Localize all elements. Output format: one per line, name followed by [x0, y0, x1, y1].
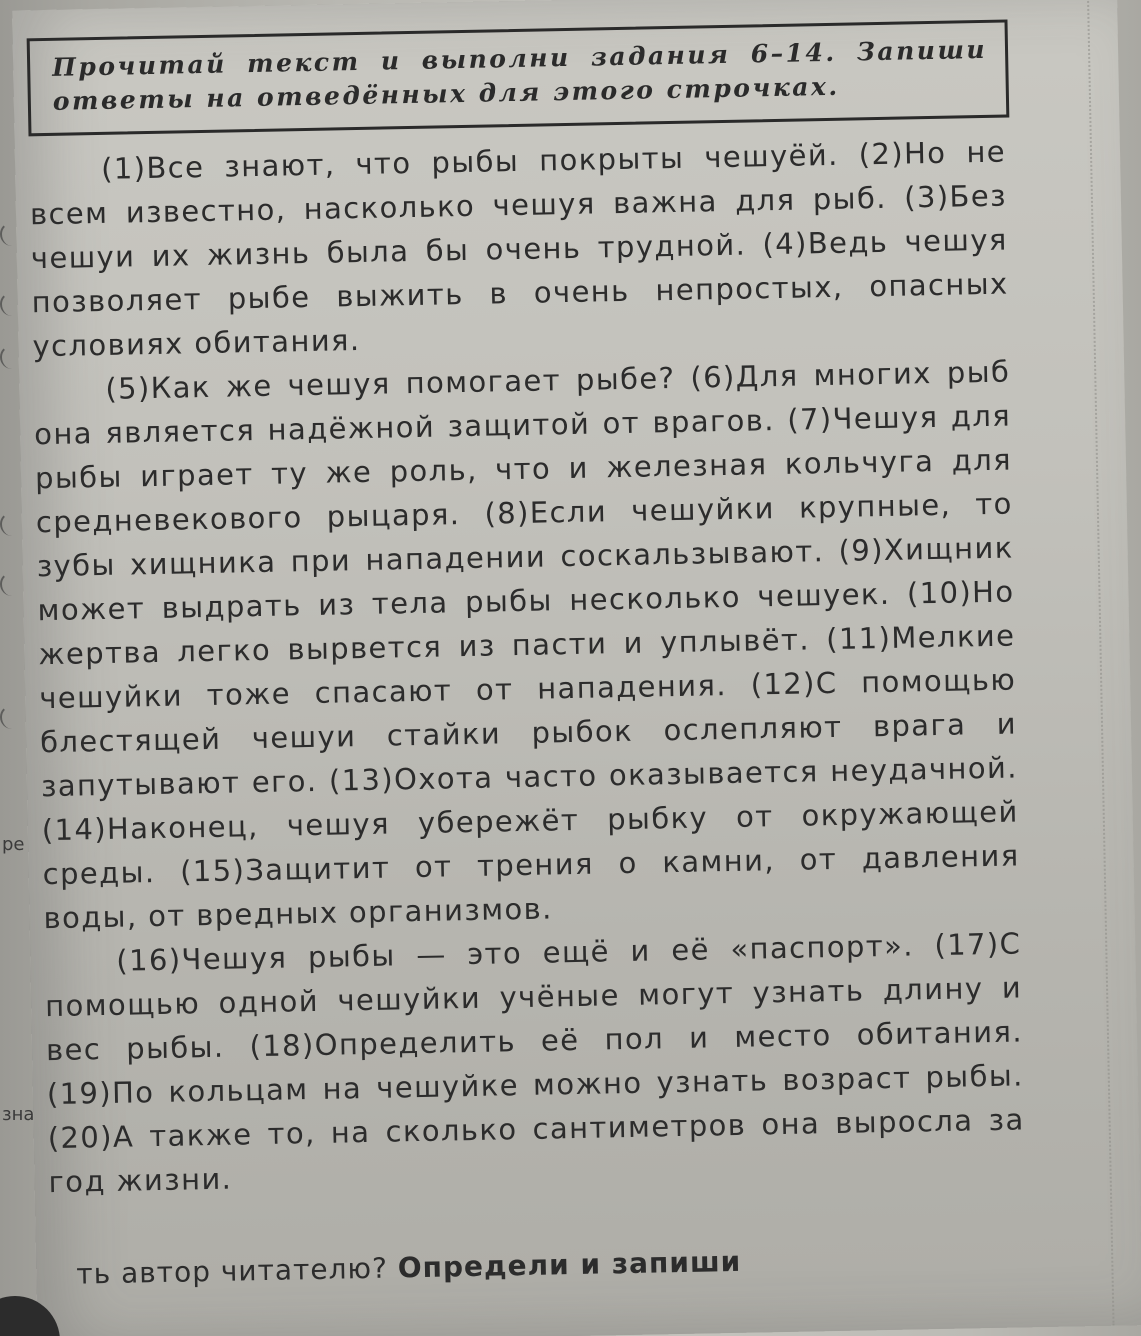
binding-mark: [0, 512, 20, 536]
paragraph-3: (16)Чешуя рыбы — это ещё и её «паспорт». (17)С помощью одной чешуйки учёные могут узнать длину и вес рыбы. (18)Определить её пол и место обитания. (19)По кольцам на чешуйке можно узнать возраст рыбы. (20)А также то, на сколько сантиметров она выросла за год жизни.: [44, 926, 1025, 1200]
task-question: [76, 1237, 1126, 1290]
margin-note-2: зна: [2, 1104, 35, 1125]
task-instruction: Определи и запиши: [397, 1244, 742, 1285]
margin-note-1: ре: [2, 834, 25, 855]
paragraph-2: (5)Как же чешуя помогает рыбе? (6)Для многих рыб она является надёжной защитой от врагов. (7)Чешуя для рыбы играет ту же роль, что и железная кольчуга для средневекового рыцаря. (8)Если чешуйки крупные, то зубы хищника при нападении соскальзывают. (9)Хищник может выдрать из тела рыбы несколько чешуек. (10)Но жертва легко вырвется из пасти и уплывёт. (11)Мелкие чешуйки тоже спасают от нападения. (12)С помощью блестящей чешуи стайки рыбок ослепляют врага и запутывают его. (13)Охота часто оказывается неудачной. (14)Наконец, чешуя убережёт рыбку от окружающей среды. (15)Защитит от трения о камни, от давления воды, от вредных организмов.: [33, 354, 1020, 936]
binding-mark: [0, 222, 20, 246]
binding-mark: [0, 705, 20, 729]
binding-mark: [0, 572, 20, 596]
instruction-box: Прочитай текст и выполни задания 6–14. Запиши ответы на отведённых для этого строчках.: [27, 19, 1010, 136]
binding-mark: [0, 292, 20, 316]
binding-mark: [0, 345, 20, 369]
paragraph-1: (1)Все знают, что рыбы покрыты чешуёй. (2)Но не всем известно, насколько чешуя важна для рыб. (3)Без чешуи их жизнь была бы очень трудной. (4)Ведь чешуя позволяет рыбе выжить в очень непростых, опасных условиях обитания.: [29, 134, 1009, 364]
textbook-page: [12, 0, 1141, 1336]
reading-text: [29, 129, 1034, 1204]
page-edge: [1087, 0, 1135, 1326]
page-content: [27, 19, 1034, 1204]
task-question-text: ть автор читателю?: [76, 1251, 389, 1291]
